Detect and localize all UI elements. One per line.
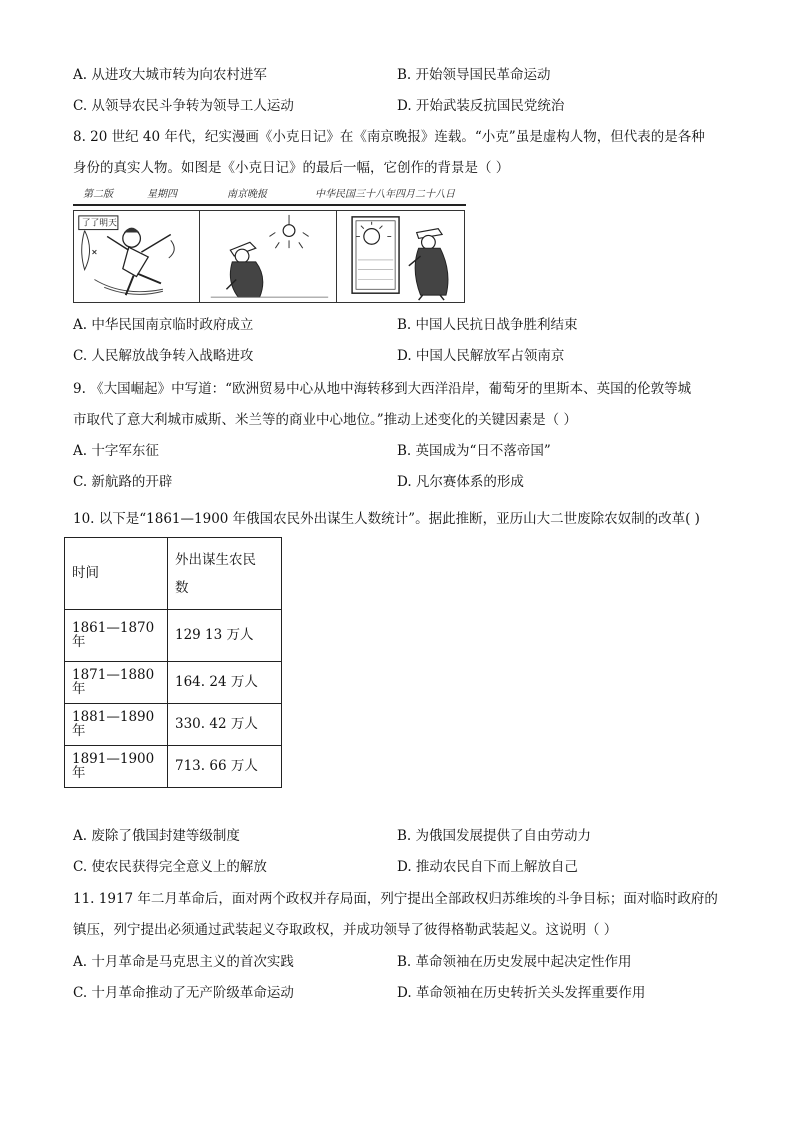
q7-option-d: D. 开始武装反抗国民党统治 bbox=[397, 98, 565, 114]
table-cell-period: 1891—1900 年 bbox=[65, 746, 168, 788]
q10-option-a: A. 废除了俄国封建等级制度 bbox=[73, 828, 240, 844]
table-cell-period: 1871—1880 年 bbox=[65, 662, 168, 704]
q11-option-b: B. 革命领袖在历史发展中起决定性作用 bbox=[397, 954, 632, 970]
q11-stem-line1: 11. 1917 年二月革命后，面对两个政权并存局面，列宁提出全部政权归苏维埃的斗争目标；面对临时政府的 bbox=[73, 891, 718, 907]
comic-header-paper: 南京晚报 bbox=[227, 189, 267, 200]
table-cell-period: 1881—1890 年 bbox=[65, 704, 168, 746]
comic-panel-1-drawing bbox=[74, 211, 199, 302]
q7-option-c: C. 从领导农民斗争转为领导工人运动 bbox=[73, 98, 294, 114]
q9-option-d: D. 凡尔赛体系的形成 bbox=[397, 474, 524, 490]
q10-option-d: D. 推动农民自下而上解放自己 bbox=[397, 859, 578, 875]
comic-bubble-text: 了了明天 bbox=[81, 218, 117, 229]
q9-option-b: B. 英国成为“日不落帝国” bbox=[397, 443, 551, 459]
q9-stem-line1: 9. 《大国崛起》中写道：“欧洲贸易中心从地中海转移到大西洋沿岸，葡萄牙的里斯本、英国的伦敦等城 bbox=[73, 381, 692, 397]
q10-option-b: B. 为俄国发展提供了自由劳动力 bbox=[397, 828, 592, 844]
comic-panel-3 bbox=[337, 211, 466, 302]
q8-stem-line2: 身份的真实人物。如图是《小克日记》的最后一幅，它创作的背景是（ ） bbox=[73, 160, 510, 176]
q11-option-c: C. 十月革命推动了无产阶级革命运动 bbox=[73, 985, 294, 1001]
q9-stem-line2: 市取代了意大利城市威斯、米兰等的商业中心地位。”推动上述变化的关键因素是（ ） bbox=[73, 412, 577, 428]
emigration-table bbox=[64, 537, 282, 788]
q11-option-d: D. 革命领袖在历史转折关头发挥重要作用 bbox=[397, 985, 646, 1001]
table-header-count bbox=[168, 538, 282, 610]
comic-strip bbox=[73, 210, 465, 303]
q7-option-a: A. 从进攻大城市转为向农村进军 bbox=[73, 67, 267, 83]
q8-option-b: B. 中国人民抗日战争胜利结束 bbox=[397, 317, 578, 333]
q11-stem-line2: 镇压，列宁提出必须通过武装起义夺取政权，并成功领导了彼得格勒武装起义。这说明（ ） bbox=[73, 922, 618, 938]
q10-option-c: C. 使农民获得完全意义上的解放 bbox=[73, 859, 267, 875]
table-row bbox=[65, 704, 282, 746]
q7-option-b: B. 开始领导国民革命运动 bbox=[397, 67, 551, 83]
comic-header bbox=[75, 188, 467, 204]
q9-option-c: C. 新航路的开辟 bbox=[73, 474, 173, 490]
comic-header-date: 中华民国三十八年四月二十八日 bbox=[315, 189, 455, 200]
table-cell-count: 330. 42 万人 bbox=[168, 704, 282, 746]
comic-panel-1 bbox=[74, 211, 200, 302]
table-cell-count: 713. 66 万人 bbox=[168, 746, 282, 788]
table-header-count-line1: 外出谋生农民 bbox=[175, 551, 256, 568]
table-header-count-line2: 数 bbox=[175, 579, 189, 596]
table-row bbox=[65, 662, 282, 704]
table-cell-count: 164. 24 万人 bbox=[168, 662, 282, 704]
table-cell-period: 1861—1870 年 bbox=[65, 610, 168, 662]
comic-header-weekday: 星期四 bbox=[147, 189, 177, 200]
comic-header-rule bbox=[73, 204, 466, 206]
q10-stem-line1: 10. 以下是“1861—1900 年俄国农民外出谋生人数统计”。据此推断，亚历山大二世废除农奴制的改革( ) bbox=[73, 511, 700, 527]
q8-option-d: D. 中国人民解放军占领南京 bbox=[397, 348, 565, 364]
q8-option-a: A. 中华民国南京临时政府成立 bbox=[73, 317, 254, 333]
q9-option-a: A. 十字军东征 bbox=[73, 443, 159, 459]
table-row bbox=[65, 746, 282, 788]
table-header-time: 时间 bbox=[65, 538, 168, 610]
comic-panel-3-drawing bbox=[337, 211, 466, 302]
comic-panel-2-drawing bbox=[200, 211, 336, 302]
q11-option-a: A. 十月革命是马克思主义的首次实践 bbox=[73, 954, 294, 970]
q8-stem-line1: 8. 20 世纪 40 年代，纪实漫画《小克日记》在《南京晚报》连载。“小克”虽是虚构人物，但代表的是各种 bbox=[73, 129, 705, 145]
table-cell-count: 129 13 万人 bbox=[168, 610, 282, 662]
table-header-row bbox=[65, 538, 282, 610]
comic-header-section: 第二版 bbox=[83, 189, 113, 200]
comic-panel-2 bbox=[200, 211, 337, 302]
q8-option-c: C. 人民解放战争转入战略进攻 bbox=[73, 348, 254, 364]
table-row bbox=[65, 610, 282, 662]
